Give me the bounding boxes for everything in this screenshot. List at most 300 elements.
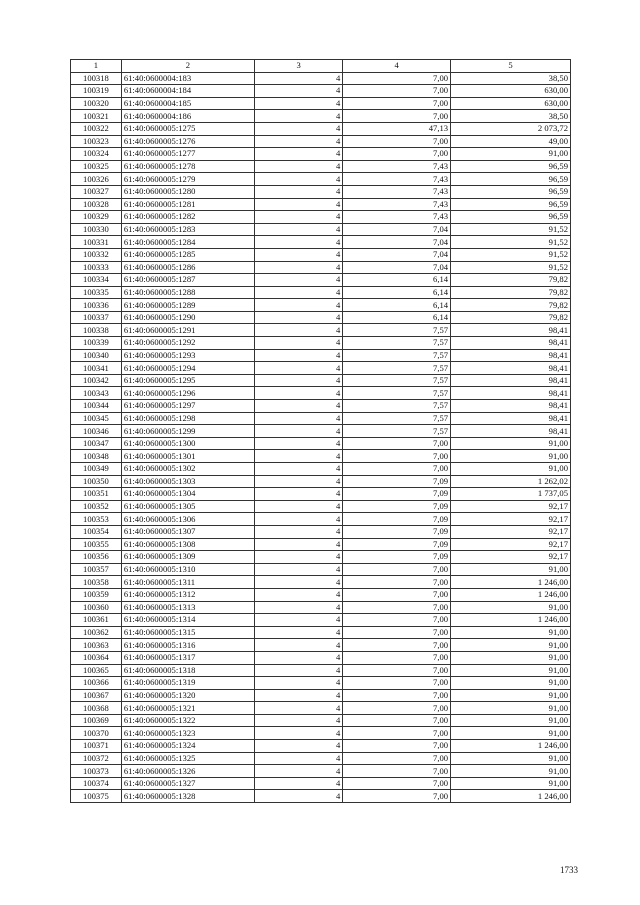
table-cell: 4: [254, 576, 342, 589]
table-cell: 4: [254, 148, 342, 161]
table-row: [71, 702, 571, 715]
table-cell: 100331: [71, 236, 122, 249]
table-cell: 100333: [71, 261, 122, 274]
table-cell: 91,00: [451, 563, 571, 576]
table-cell: 7,00: [343, 752, 451, 765]
table-row: [71, 551, 571, 564]
table-cell: 7,57: [343, 362, 451, 375]
table-cell: 7,00: [343, 740, 451, 753]
table-cell: 61:40:0600005:1295: [121, 374, 254, 387]
table-cell: 4: [254, 475, 342, 488]
table-cell: 100340: [71, 349, 122, 362]
table-cell: 7,43: [343, 160, 451, 173]
table-cell: 4: [254, 135, 342, 148]
table-cell: 61:40:0600005:1299: [121, 425, 254, 438]
table-cell: 4: [254, 463, 342, 476]
table-cell: 100373: [71, 765, 122, 778]
table-cell: 100349: [71, 463, 122, 476]
table-cell: 92,17: [451, 513, 571, 526]
table-cell: 7,04: [343, 261, 451, 274]
table-cell: 4: [254, 450, 342, 463]
header-row: [71, 60, 571, 73]
table-cell: 100350: [71, 475, 122, 488]
table-cell: 4: [254, 777, 342, 790]
table-cell: 100364: [71, 651, 122, 664]
table-cell: 4: [254, 664, 342, 677]
table-cell: 1 246,00: [451, 588, 571, 601]
table-row: [71, 135, 571, 148]
table-cell: 100319: [71, 85, 122, 98]
table-cell: 100335: [71, 286, 122, 299]
table-cell: 61:40:0600004:186: [121, 110, 254, 123]
table-cell: 100323: [71, 135, 122, 148]
table-cell: 61:40:0600005:1275: [121, 122, 254, 135]
table-cell: 4: [254, 286, 342, 299]
table-row: [71, 236, 571, 249]
table-cell: 7,00: [343, 148, 451, 161]
table-cell: 91,00: [451, 450, 571, 463]
table-cell: 4: [254, 72, 342, 85]
table-cell: 61:40:0600005:1289: [121, 299, 254, 312]
table-row: [71, 639, 571, 652]
table-cell: 100351: [71, 488, 122, 501]
table-row: [71, 765, 571, 778]
table-body: [71, 72, 571, 802]
table-row: [71, 437, 571, 450]
table-cell: 7,00: [343, 110, 451, 123]
table-cell: 6,14: [343, 299, 451, 312]
table-cell: 61:40:0600005:1281: [121, 198, 254, 211]
table-cell: 4: [254, 362, 342, 375]
table-cell: 1 246,00: [451, 576, 571, 589]
table-cell: 100366: [71, 677, 122, 690]
table-row: [71, 488, 571, 501]
table-cell: 7,09: [343, 551, 451, 564]
table-cell: 4: [254, 740, 342, 753]
table-row: [71, 463, 571, 476]
table-cell: 4: [254, 702, 342, 715]
table-cell: 100374: [71, 777, 122, 790]
table-cell: 92,17: [451, 538, 571, 551]
table-cell: 61:40:0600004:185: [121, 97, 254, 110]
table-cell: 100353: [71, 513, 122, 526]
table-cell: 61:40:0600005:1292: [121, 337, 254, 350]
table-cell: 1 262,02: [451, 475, 571, 488]
table-cell: 4: [254, 337, 342, 350]
table-cell: 91,00: [451, 689, 571, 702]
table-cell: 4: [254, 551, 342, 564]
table-cell: 6,14: [343, 286, 451, 299]
table-cell: 61:40:0600005:1320: [121, 689, 254, 702]
table-row: [71, 601, 571, 614]
table-cell: 61:40:0600005:1317: [121, 651, 254, 664]
table-cell: 7,04: [343, 236, 451, 249]
table-cell: 61:40:0600005:1319: [121, 677, 254, 690]
table-cell: 61:40:0600005:1298: [121, 412, 254, 425]
table-cell: 7,00: [343, 601, 451, 614]
table-cell: 7,57: [343, 400, 451, 413]
table-cell: 100326: [71, 173, 122, 186]
table-cell: 100330: [71, 223, 122, 236]
table-cell: 100352: [71, 500, 122, 513]
table-cell: 7,00: [343, 664, 451, 677]
table-row: [71, 299, 571, 312]
table-cell: 4: [254, 400, 342, 413]
table-cell: 4: [254, 236, 342, 249]
table-cell: 61:40:0600004:183: [121, 72, 254, 85]
table-cell: 4: [254, 790, 342, 803]
table-cell: 61:40:0600005:1304: [121, 488, 254, 501]
table-cell: 4: [254, 689, 342, 702]
table-cell: 4: [254, 412, 342, 425]
table-cell: 4: [254, 488, 342, 501]
table-cell: 100344: [71, 400, 122, 413]
table-cell: 100318: [71, 72, 122, 85]
table-cell: 61:40:0600005:1318: [121, 664, 254, 677]
table-cell: 91,00: [451, 752, 571, 765]
table-cell: 4: [254, 223, 342, 236]
table-row: [71, 651, 571, 664]
table-cell: 100320: [71, 97, 122, 110]
table-cell: 100371: [71, 740, 122, 753]
table-cell: 96,59: [451, 211, 571, 224]
table-cell: 61:40:0600005:1300: [121, 437, 254, 450]
table-cell: 7,00: [343, 85, 451, 98]
table-row: [71, 500, 571, 513]
table-cell: 61:40:0600005:1278: [121, 160, 254, 173]
table-cell: 100358: [71, 576, 122, 589]
table-cell: 61:40:0600005:1290: [121, 311, 254, 324]
table-cell: 7,43: [343, 185, 451, 198]
table-row: [71, 97, 571, 110]
table-cell: 61:40:0600005:1288: [121, 286, 254, 299]
table-cell: 7,00: [343, 614, 451, 627]
table-cell: 61:40:0600005:1301: [121, 450, 254, 463]
table-cell: 1 246,00: [451, 614, 571, 627]
table-row: [71, 450, 571, 463]
table-cell: 98,41: [451, 412, 571, 425]
table-cell: 4: [254, 211, 342, 224]
table-cell: 7,00: [343, 702, 451, 715]
table-cell: 61:40:0600005:1296: [121, 387, 254, 400]
table-cell: 91,00: [451, 677, 571, 690]
table-cell: 4: [254, 248, 342, 261]
table-cell: 91,00: [451, 639, 571, 652]
table-cell: 4: [254, 727, 342, 740]
table-cell: 7,00: [343, 790, 451, 803]
table-row: [71, 752, 571, 765]
table-cell: 100345: [71, 412, 122, 425]
table-cell: 630,00: [451, 97, 571, 110]
table-cell: 4: [254, 374, 342, 387]
table-row: [71, 425, 571, 438]
table-row: [71, 677, 571, 690]
table-row: [71, 185, 571, 198]
table-cell: 61:40:0600005:1322: [121, 714, 254, 727]
table-cell: 61:40:0600005:1277: [121, 148, 254, 161]
table-row: [71, 122, 571, 135]
table-cell: 61:40:0600005:1321: [121, 702, 254, 715]
table-cell: 100369: [71, 714, 122, 727]
table-cell: 91,00: [451, 437, 571, 450]
table-cell: 49,00: [451, 135, 571, 148]
table-cell: 100334: [71, 274, 122, 287]
table-row: [71, 714, 571, 727]
table-cell: 98,41: [451, 387, 571, 400]
column-header: 1: [71, 60, 122, 73]
table-cell: 61:40:0600005:1294: [121, 362, 254, 375]
table-cell: 100338: [71, 324, 122, 337]
table-cell: 92,17: [451, 551, 571, 564]
table-cell: 91,00: [451, 651, 571, 664]
table-cell: 61:40:0600005:1283: [121, 223, 254, 236]
table-row: [71, 274, 571, 287]
table-row: [71, 576, 571, 589]
table-cell: 47,13: [343, 122, 451, 135]
table-cell: 61:40:0600005:1279: [121, 173, 254, 186]
table-cell: 4: [254, 311, 342, 324]
table-cell: 61:40:0600005:1307: [121, 525, 254, 538]
table-row: [71, 110, 571, 123]
table-cell: 4: [254, 765, 342, 778]
table-cell: 7,00: [343, 626, 451, 639]
table-cell: 100336: [71, 299, 122, 312]
table-cell: 4: [254, 185, 342, 198]
table-cell: 7,09: [343, 513, 451, 526]
table-cell: 100354: [71, 525, 122, 538]
table-cell: 100342: [71, 374, 122, 387]
table-cell: 61:40:0600005:1302: [121, 463, 254, 476]
table-row: [71, 538, 571, 551]
table-cell: 61:40:0600005:1327: [121, 777, 254, 790]
table-row: [71, 311, 571, 324]
table-cell: 91,52: [451, 248, 571, 261]
table-row: [71, 387, 571, 400]
table-cell: 4: [254, 601, 342, 614]
table-row: [71, 173, 571, 186]
table-cell: 91,00: [451, 664, 571, 677]
table-cell: 61:40:0600005:1309: [121, 551, 254, 564]
table-cell: 100328: [71, 198, 122, 211]
table-cell: 4: [254, 651, 342, 664]
table-row: [71, 626, 571, 639]
table-cell: 100362: [71, 626, 122, 639]
table-cell: 7,00: [343, 72, 451, 85]
table-cell: 91,00: [451, 714, 571, 727]
table-cell: 4: [254, 538, 342, 551]
table-cell: 100322: [71, 122, 122, 135]
table-cell: 4: [254, 425, 342, 438]
table-row: [71, 513, 571, 526]
column-header: 3: [254, 60, 342, 73]
table-cell: 98,41: [451, 337, 571, 350]
table-cell: 91,00: [451, 601, 571, 614]
table-cell: 7,00: [343, 765, 451, 778]
table-cell: 79,82: [451, 286, 571, 299]
table-cell: 98,41: [451, 374, 571, 387]
table-cell: 2 073,72: [451, 122, 571, 135]
table-cell: 61:40:0600005:1287: [121, 274, 254, 287]
table-row: [71, 72, 571, 85]
table-cell: 100327: [71, 185, 122, 198]
table-cell: 61:40:0600005:1314: [121, 614, 254, 627]
table-cell: 61:40:0600005:1306: [121, 513, 254, 526]
table-cell: 61:40:0600005:1324: [121, 740, 254, 753]
table-cell: 100367: [71, 689, 122, 702]
table-cell: 100357: [71, 563, 122, 576]
table-cell: 7,00: [343, 689, 451, 702]
table-cell: 4: [254, 324, 342, 337]
table-row: [71, 198, 571, 211]
page-number: 1733: [560, 865, 578, 875]
table-row: [71, 349, 571, 362]
table-row: [71, 337, 571, 350]
table-cell: 100325: [71, 160, 122, 173]
table-cell: 7,00: [343, 450, 451, 463]
table-cell: 91,00: [451, 463, 571, 476]
table-cell: 100329: [71, 211, 122, 224]
table-cell: 7,57: [343, 412, 451, 425]
table-row: [71, 148, 571, 161]
table-cell: 61:40:0600005:1285: [121, 248, 254, 261]
table-row: [71, 563, 571, 576]
table-cell: 4: [254, 714, 342, 727]
table-cell: 7,43: [343, 211, 451, 224]
table-cell: 4: [254, 85, 342, 98]
table-cell: 61:40:0600005:1303: [121, 475, 254, 488]
table-cell: 98,41: [451, 324, 571, 337]
table-row: [71, 223, 571, 236]
table-row: [71, 588, 571, 601]
table-cell: 4: [254, 274, 342, 287]
column-header: 2: [121, 60, 254, 73]
table-row: [71, 261, 571, 274]
table-cell: 630,00: [451, 85, 571, 98]
table-cell: 7,00: [343, 677, 451, 690]
table-cell: 91,52: [451, 223, 571, 236]
table-cell: 61:40:0600005:1282: [121, 211, 254, 224]
table-cell: 4: [254, 626, 342, 639]
table-cell: 4: [254, 437, 342, 450]
table-cell: 7,00: [343, 135, 451, 148]
table-cell: 7,09: [343, 488, 451, 501]
table-cell: 61:40:0600005:1291: [121, 324, 254, 337]
table-cell: 98,41: [451, 400, 571, 413]
table-cell: 91,52: [451, 261, 571, 274]
table-cell: 7,00: [343, 714, 451, 727]
table-row: [71, 248, 571, 261]
table-cell: 7,09: [343, 525, 451, 538]
table-cell: 7,57: [343, 324, 451, 337]
table-row: [71, 790, 571, 803]
table-cell: 100339: [71, 337, 122, 350]
table-row: [71, 160, 571, 173]
table-cell: 7,00: [343, 576, 451, 589]
table-cell: 92,17: [451, 500, 571, 513]
table-cell: 91,00: [451, 148, 571, 161]
table-cell: 79,82: [451, 311, 571, 324]
table-cell: 96,59: [451, 198, 571, 211]
table-cell: 61:40:0600005:1312: [121, 588, 254, 601]
table-cell: 4: [254, 173, 342, 186]
table-row: [71, 525, 571, 538]
table-row: [71, 614, 571, 627]
table-cell: 7,00: [343, 651, 451, 664]
table-cell: 4: [254, 752, 342, 765]
table-cell: 4: [254, 261, 342, 274]
table-cell: 100375: [71, 790, 122, 803]
table-cell: 91,00: [451, 727, 571, 740]
table-cell: 4: [254, 122, 342, 135]
table-cell: 61:40:0600005:1311: [121, 576, 254, 589]
table-cell: 6,14: [343, 311, 451, 324]
table-cell: 4: [254, 513, 342, 526]
table-cell: 7,04: [343, 223, 451, 236]
table-cell: 7,09: [343, 475, 451, 488]
table-cell: 96,59: [451, 185, 571, 198]
table-row: [71, 727, 571, 740]
table-cell: 98,41: [451, 349, 571, 362]
table-cell: 7,00: [343, 563, 451, 576]
table-cell: 79,82: [451, 274, 571, 287]
table-cell: 7,00: [343, 97, 451, 110]
column-header: 5: [451, 60, 571, 73]
table-cell: 91,52: [451, 236, 571, 249]
table-cell: 100321: [71, 110, 122, 123]
table-cell: 61:40:0600005:1323: [121, 727, 254, 740]
table-row: [71, 286, 571, 299]
table-cell: 100332: [71, 248, 122, 261]
table-row: [71, 777, 571, 790]
table-row: [71, 689, 571, 702]
table-cell: 7,09: [343, 500, 451, 513]
table-cell: 61:40:0600005:1293: [121, 349, 254, 362]
table-row: [71, 362, 571, 375]
table-cell: 100370: [71, 727, 122, 740]
table-cell: 61:40:0600005:1313: [121, 601, 254, 614]
table-cell: 4: [254, 160, 342, 173]
table-cell: 38,50: [451, 110, 571, 123]
table-cell: 100356: [71, 551, 122, 564]
table-cell: 61:40:0600005:1328: [121, 790, 254, 803]
table-cell: 61:40:0600005:1284: [121, 236, 254, 249]
table-cell: 98,41: [451, 362, 571, 375]
table-row: [71, 324, 571, 337]
table-cell: 4: [254, 110, 342, 123]
table-cell: 7,00: [343, 437, 451, 450]
table-cell: 7,09: [343, 538, 451, 551]
table-cell: 100365: [71, 664, 122, 677]
table-cell: 4: [254, 500, 342, 513]
table-cell: 7,57: [343, 387, 451, 400]
table-cell: 4: [254, 198, 342, 211]
table-cell: 100361: [71, 614, 122, 627]
table-cell: 61:40:0600005:1326: [121, 765, 254, 778]
table-cell: 100346: [71, 425, 122, 438]
table-cell: 100341: [71, 362, 122, 375]
table-cell: 91,00: [451, 765, 571, 778]
table-cell: 1 246,00: [451, 790, 571, 803]
table-cell: 4: [254, 299, 342, 312]
table-cell: 7,43: [343, 198, 451, 211]
table-cell: 79,82: [451, 299, 571, 312]
table-cell: 38,50: [451, 72, 571, 85]
table-cell: 6,14: [343, 274, 451, 287]
table-cell: 7,00: [343, 588, 451, 601]
table-cell: 7,00: [343, 727, 451, 740]
table-cell: 61:40:0600005:1297: [121, 400, 254, 413]
table-row: [71, 740, 571, 753]
